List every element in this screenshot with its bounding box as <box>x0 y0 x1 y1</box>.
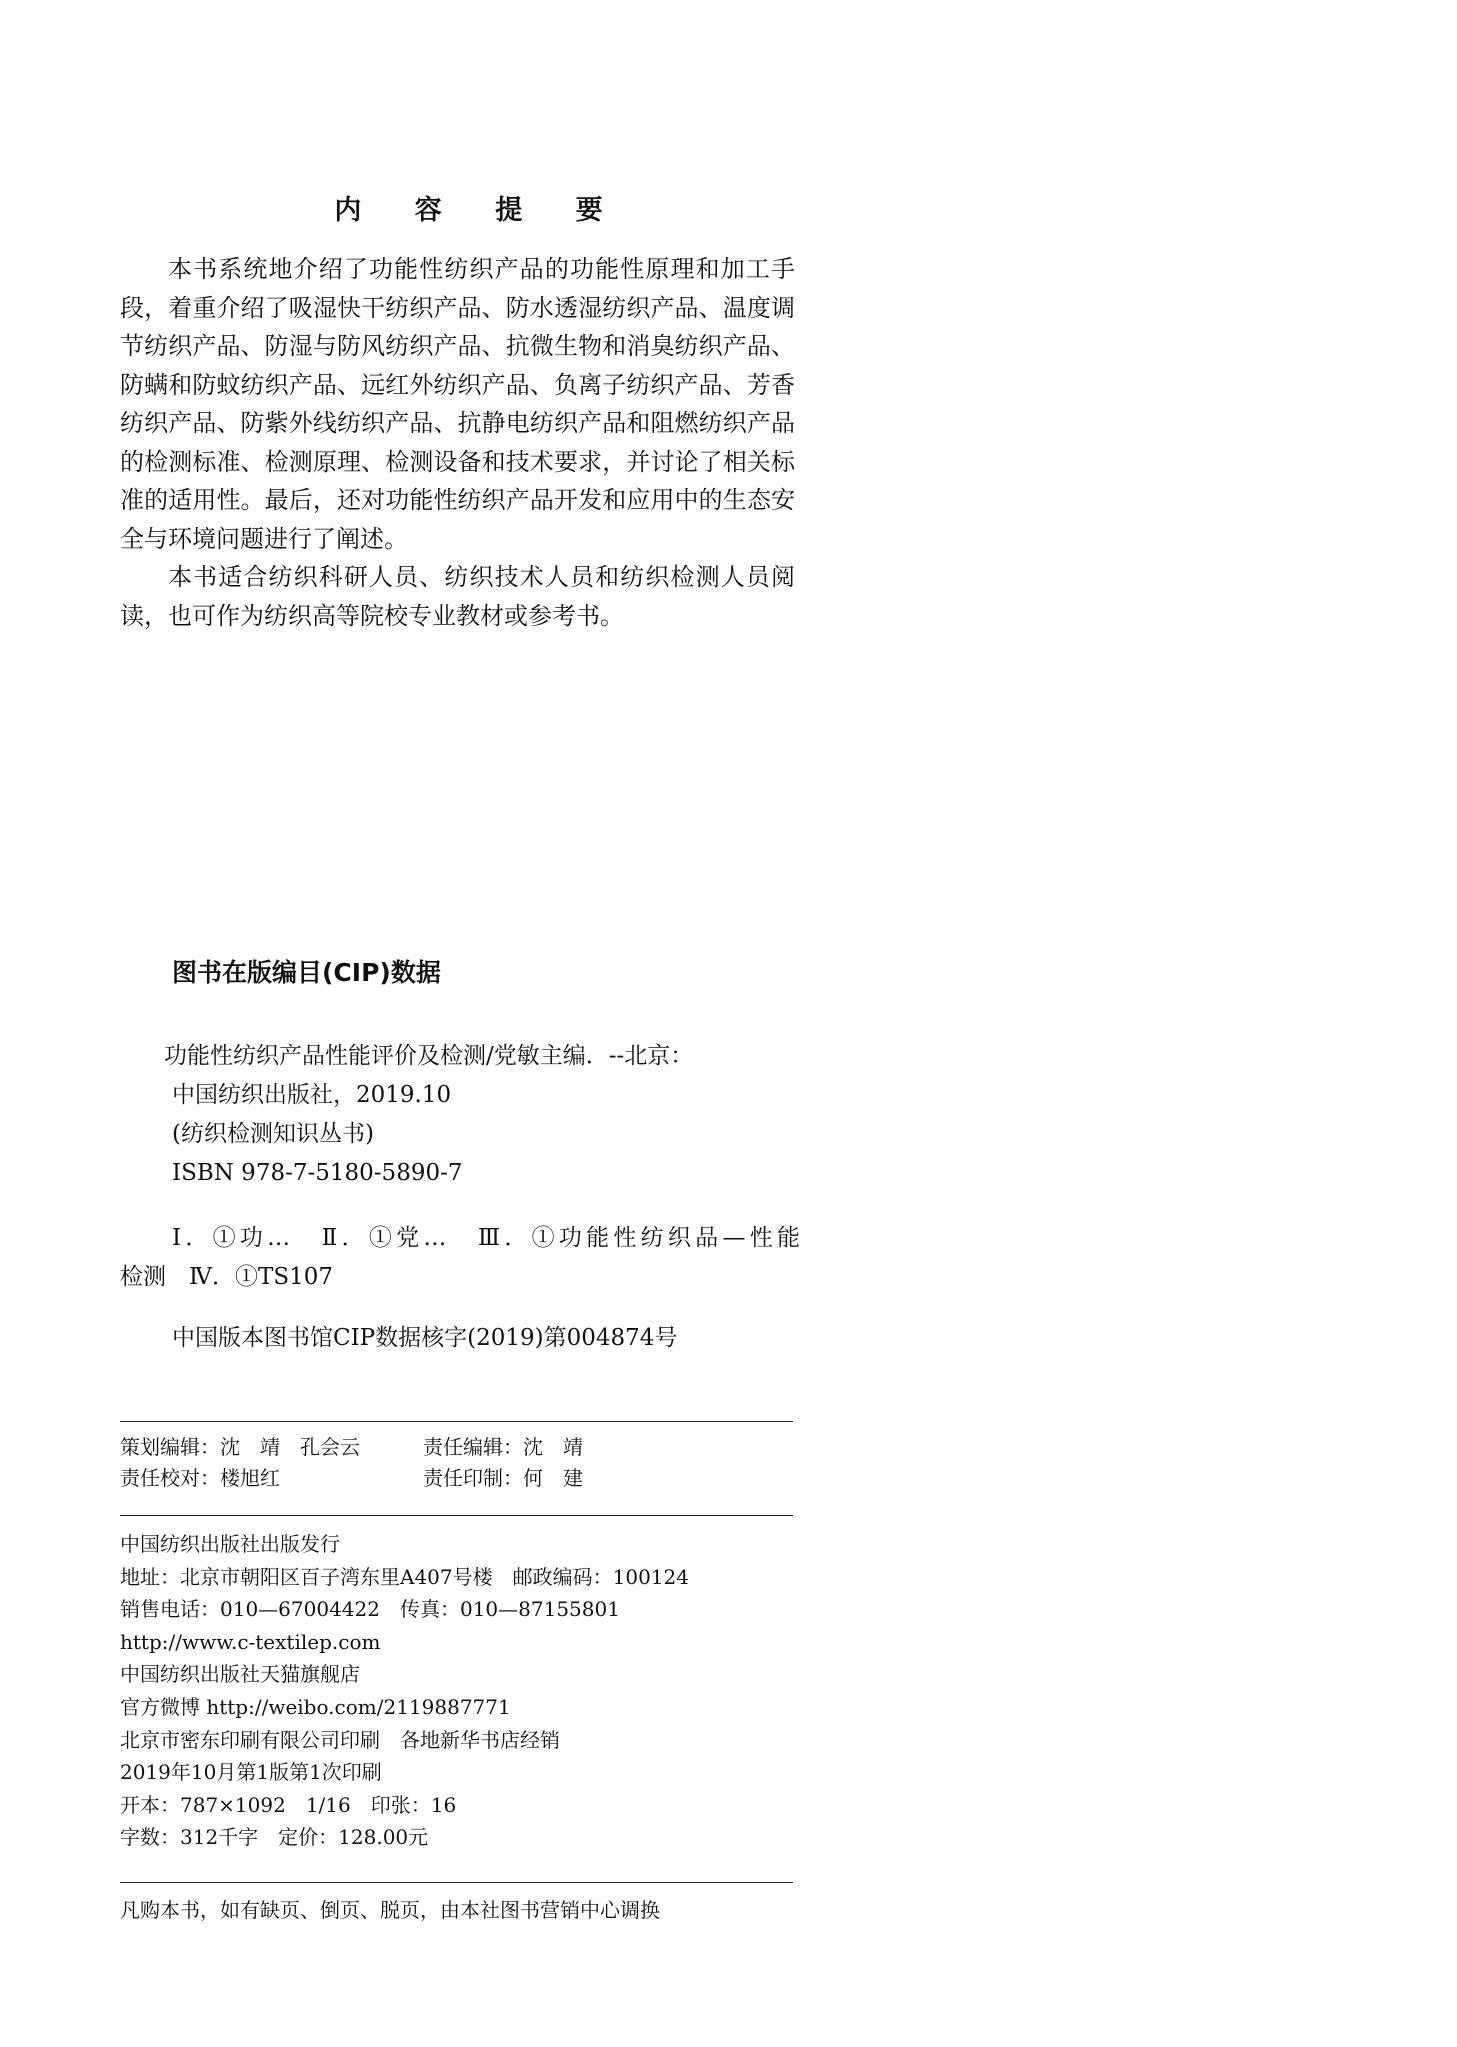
format-info: 开本：787×1092 1/16 印张：16 <box>120 1792 457 1817</box>
cip-section <box>120 955 800 1358</box>
cip-classification <box>120 1219 800 1297</box>
replacement-notice: 凡购本书，如有缺页、倒页、脱页，由本社图书营销中心调换 <box>120 1898 660 1922</box>
cip-entry-publisher-line: 中国纺织出版社，2019.10 <box>172 1082 452 1108</box>
responsible-editor: 责任编辑：沈 靖 <box>423 1435 583 1459</box>
print-supervisor: 责任印制：何 建 <box>423 1466 583 1490</box>
summary-heading: 内 容 提 要 <box>334 195 625 226</box>
divider-bottom <box>120 1882 793 1883</box>
credits-row <box>120 1463 793 1494</box>
cip-bibliographic-entry <box>120 1037 800 1193</box>
publisher-info <box>120 1528 793 1854</box>
edition-info: 2019年10月第1版第1次印刷 <box>120 1760 382 1785</box>
cip-classification-line-2: 检测 Ⅳ．①TS107 <box>120 1264 333 1290</box>
summary-paragraph: 本书系统地介绍了功能性纺织产品的功能性原理和加工手段，着重介绍了吸湿快干纺织产品、防水透湿纺织产品、温度调节纺织产品、防湿与防风纺织产品、抗微生物和消臭纺织产品、防螨和防蚊纺织产品、远红外纺织产品、负离子纺织产品、芳香纺织产品、防紫外线纺织产品、抗静电纺织产品和阻燃纺织产品的检测标准、检测原理、检测设备和技术要求，并讨论了相关标准的适用性。最后，还对功能性纺织产品开发和应用中的生态安全与环境问题进行了阐述。 <box>120 255 795 553</box>
planning-editor: 策划编辑：沈 靖 孔会云 <box>120 1435 360 1459</box>
credits-row <box>120 1432 793 1463</box>
cip-record-number: 中国版本图书馆CIP数据核字(2019)第004874号 <box>172 1325 678 1351</box>
cip-entry-isbn-line: ISBN 978-7-5180-5890-7 <box>172 1160 463 1186</box>
publisher-name: 中国纺织出版社出版发行 <box>120 1532 340 1556</box>
price-info: 字数：312千字 定价：128.00元 <box>120 1825 429 1850</box>
cip-heading: 图书在版编目(CIP)数据 <box>172 958 441 987</box>
proofreader: 责任校对：楼旭红 <box>120 1466 280 1490</box>
cip-entry-title-line: 功能性纺织产品性能评价及检测/党敏主编．--北京： <box>164 1043 694 1069</box>
divider-middle <box>120 1515 793 1516</box>
cip-classification-line-1: Ⅰ．①功… Ⅱ．①党… Ⅲ．①功能性纺织品—性能 <box>172 1225 800 1251</box>
printer-info: 北京市密东印刷有限公司印刷 各地新华书店经销 <box>120 1727 560 1752</box>
credits-block <box>120 1432 793 1494</box>
publisher-address: 地址：北京市朝阳区百子湾东里A407号楼 邮政编码：100124 <box>120 1564 689 1589</box>
cip-entry-series-line: (纺织检测知识丛书) <box>172 1121 374 1147</box>
publisher-tmall-store: 中国纺织出版社天猫旗舰店 <box>120 1662 360 1687</box>
publisher-weibo: 官方微博 http://weibo.com/2119887771 <box>120 1694 511 1719</box>
publisher-website: http://www.c-textilep.com <box>120 1629 381 1654</box>
audience-paragraph: 本书适合纺织科研人员、纺织技术人员和纺织检测人员阅读，也可作为纺织高等院校专业教材或参考书。 <box>120 563 795 630</box>
divider-top <box>120 1421 793 1422</box>
summary-section <box>120 250 795 635</box>
publisher-phone: 销售电话：010—67004422 传真：010—87155801 <box>120 1597 620 1622</box>
